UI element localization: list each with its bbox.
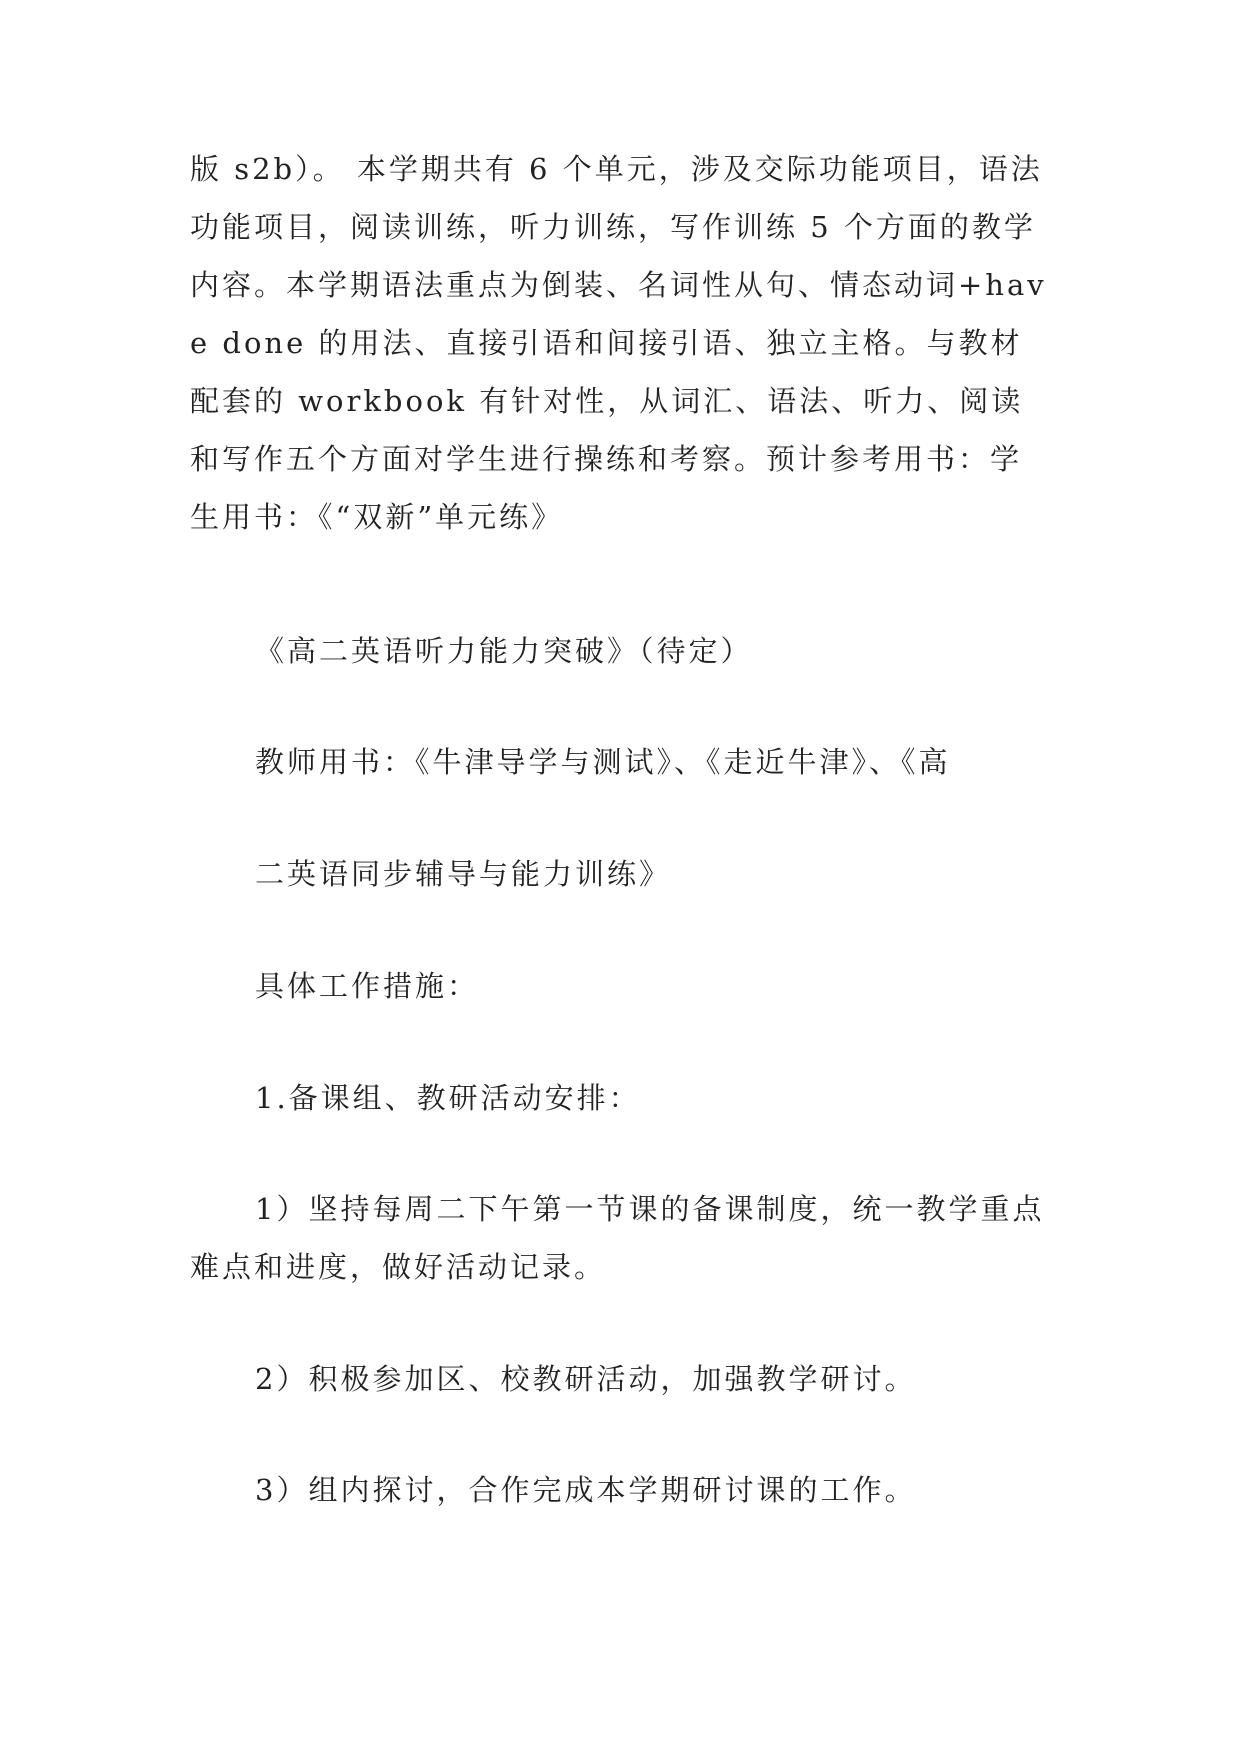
student-book-listening: 《高二英语听力能力突破》（待定） (255, 634, 753, 668)
item-1-3: 3）组内探讨，合作完成本学期研讨课的工作。 (255, 1473, 917, 1507)
opening-paragraph: 版 s2b）。 本学期共有 6 个单元，涉及交际功能项目，语法功能项目，阅读训练，听力训练，写作训练 5 个方面的教学内容。本学期语法重点为倒装、名词性从句、情态动词+have done 的用法、直接引语和间接引语、独立主格。与教材配套的 workbook 有针对性，从词汇、语法、听力、阅读和写作五个方面对学生进行操练和考察。预计参考用书：学生用书：《“双新”单元练》 (190, 152, 1047, 534)
measures-heading: 具体工作措施： (255, 969, 480, 1003)
teacher-books-line-1: 教师用书：《牛津导学与测试》、《走近牛津》、《高 (255, 745, 951, 779)
item-1-heading: 1.备课组、教研活动安排： (255, 1081, 641, 1115)
item-1-1: 1）坚持每周二下午第一节课的备课制度，统一教学重点难点和进度，做好活动记录。 (190, 1192, 1045, 1284)
item-1-2: 2）积极参加区、校教研活动，加强教学研讨。 (255, 1362, 917, 1396)
teacher-books-line-2: 二英语同步辅导与能力训练》 (255, 857, 672, 891)
